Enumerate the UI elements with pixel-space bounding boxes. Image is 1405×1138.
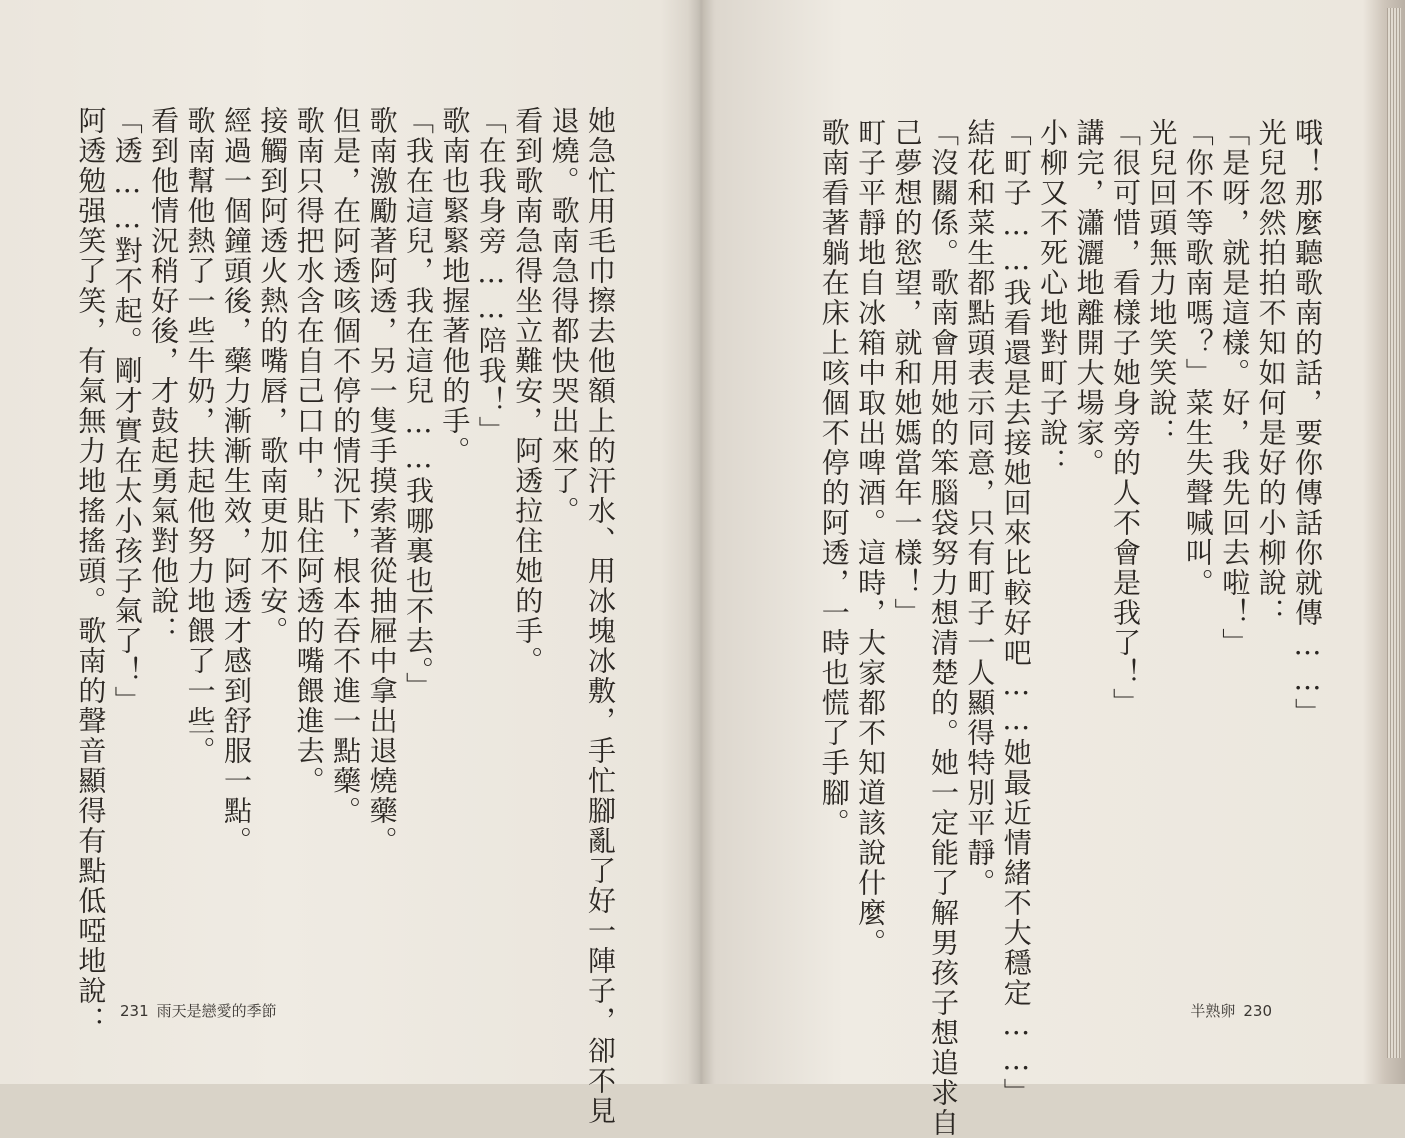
- right-page: [700, 0, 1405, 1138]
- left-page-number: 231: [120, 1002, 149, 1020]
- left-page: [0, 0, 700, 1126]
- right-page-body-text: 哦！那麼聽歌南的話，要你傳話你就傳……」 光兒忽然拍拍不知如何是好的小柳說： 「是呀，就是這樣。好，我先回去啦！」 「你不等歌南嗎？」菜生失聲喊叫。 光兒回頭無力地笑笑說： 「很可惜，看樣子她身旁的人不會是我了！」 講完，瀟灑地離開大場家。 小柳又不死心地對町子說： 「町子……我看還是去接她回來比較好吧……她最近情緒不大穩定……」 結花和菜生都點頭表示同意，只有町子一人顯得特別平靜。 「沒關係。歌南會用她的笨腦袋努力想清楚的。她一定能了解男孩子想追求自 己夢想的慾望，就和她媽當年一樣！」 町子平靜地自冰箱中取出啤酒。這時，大家都不知道該說什麼。 歌南看著躺在床上咳個不停的阿透，一時也慌了手腳。: [817, 118, 1324, 1138]
- left-running-title: 雨天是戀愛的季節: [156, 1002, 277, 1020]
- right-page-footer: [1190, 1000, 1280, 1021]
- left-page-footer: [112, 1000, 277, 1021]
- right-running-title: 半熟卵: [1190, 1002, 1236, 1020]
- right-page-number: 230: [1243, 1002, 1272, 1020]
- page-edges: [1387, 8, 1401, 1058]
- left-page-body-text: 她急忙用毛巾擦去他額上的汗水、用冰塊冰敷，手忙腳亂了好一陣子，卻不見 退燒。歌南急得都快哭出來了。 看到歌南急得坐立難安，阿透拉住她的手。 「在我身旁……陪我！」 歌南也緊緊地握著他的手。 「我在這兒，我在這兒……我哪裏也不去。」 歌南激勵著阿透，另一隻手摸索著從抽屜中拿出退燒藥。 但是，在阿透咳個不停的情況下，根本吞不進一點藥。 歌南只得把水含在自己口中，貼住阿透的嘴餵進去。 接觸到阿透火熱的嘴唇，歌南更加不安。 經過一個鐘頭後，藥力漸漸生效，阿透才感到舒服一點。 歌南幫他熱了一些牛奶，扶起他努力地餵了一些。 看到他情況稍好後，才鼓起勇氣對他說： 「透……對不起。剛才實在太小孩子氣了！」 阿透勉强笑了笑，有氣無力地搖搖頭。歌南的聲音顯得有點低啞地說：: [74, 106, 617, 1126]
